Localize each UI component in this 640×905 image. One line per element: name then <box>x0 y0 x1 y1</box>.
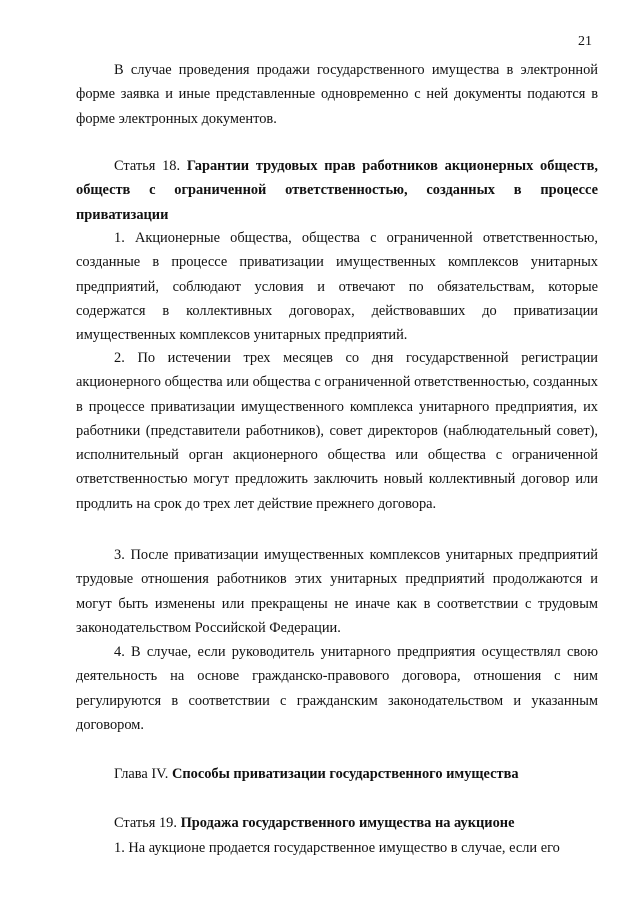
article-19-heading <box>76 811 598 835</box>
chapter-4-title: Способы приватизации государственного имущества <box>171 766 519 782</box>
intro-paragraph: В случае проведения продажи государственного имущества в электронной форме заявка и иные представленные одновременно с ней документы подаются в форме электронных документов. <box>76 62 598 127</box>
article-18-title: Гарантии трудовых прав работников акционерных обществ, обществ с ограниченной ответственностью, созданных в процессе приватизации <box>76 158 598 223</box>
article-18-paragraph-1: 1. Акционерные общества, общества с ограниченной ответственностью, созданные в процессе приватизации имущественных комплексов унитарных предприятий, соблюдают условия и отвечают по обязательствам, которые содержатся в коллективных договорах, действовавших до приватизации имущественных комплексов унитарных предприятий. <box>76 230 598 344</box>
article-18-paragraph-3: 3. После приватизации имущественных комплексов унитарных предприятий трудовые отношения работников этих унитарных предприятий продолжаются и могут быть изменены или прекращены не иначе как в соответствии с трудовым законодательством Российской Федерации. <box>76 547 598 636</box>
article-18-prefix: Статья 18. <box>114 158 181 174</box>
article-19-paragraph-1: 1. На аукционе продается государственное имущество в случае, если его <box>114 840 560 856</box>
chapter-4-heading <box>76 762 598 786</box>
article-18-paragraph-4: 4. В случае, если руководитель унитарного предприятия осуществлял свою деятельность на основе гражданско-правового договора, отношения с ним регулируются в соответствии с гражданским законодательством и указанным договором. <box>76 644 598 733</box>
page-number: 21 <box>578 34 592 49</box>
article-19-prefix: Статья 19. <box>114 815 177 831</box>
chapter-4-prefix: Глава IV. <box>114 766 169 782</box>
article-18-heading <box>76 154 598 227</box>
article-19-title: Продажа государственного имущества на аукционе <box>180 815 515 831</box>
article-18-paragraph-2: 2. По истечении трех месяцев со дня государственной регистрации акционерного общества или общества с ограниченной ответственностью, созданных в процессе приватизации имущественного комплекса унитарного предприятия, их работники (представители работников), совет директоров (наблюдательный совет), исполнительный орган акционерного общества или общества с ограниченной ответственностью могут предложить заключить новый коллективный договор или продлить на срок до трех лет действие прежнего договора. <box>76 350 598 512</box>
